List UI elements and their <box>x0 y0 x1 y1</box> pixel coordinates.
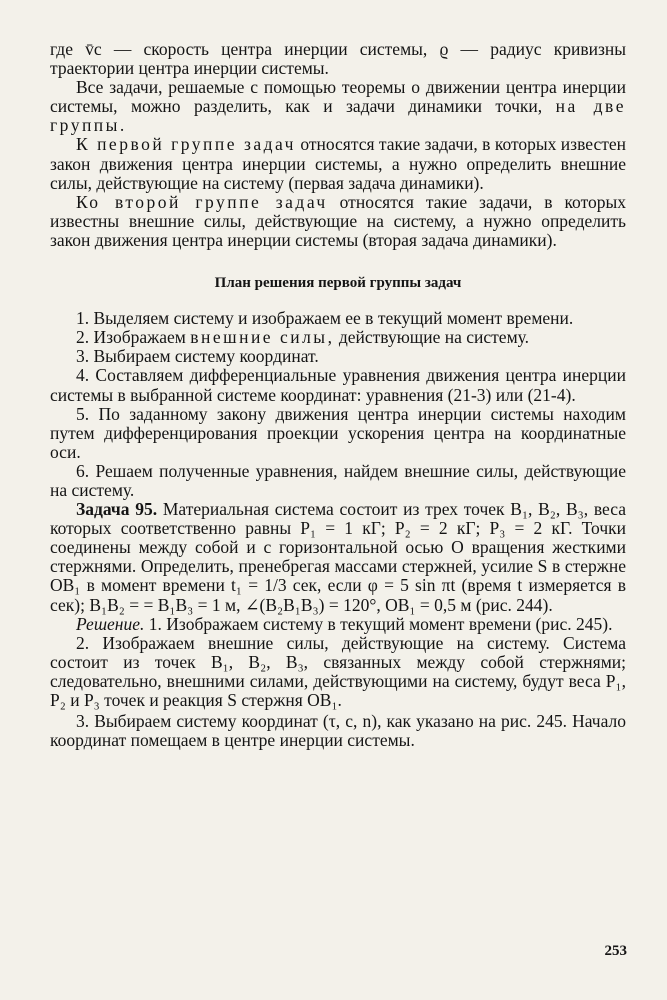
paragraph-second-group <box>50 193 626 250</box>
problem-text: Материальная система состоит из трех точек B₁, B₂, B₃, веса которых соответственно равны P₁ = 1 кГ; P₂ = 2 кГ; P₃ = 2 кГ. Точки соединены между собой и с горизонтальной осью O вращения жесткими стержнями. Определить, пренебрегая массами стержней, усилие S в стержне OB₁ в момент времени t₁ = 1/3 сек, если φ = 5 sin πt (время t измеряется в сек); B₁B₂ = = B₁B₃ = 1 м, ∠(B₂B₁B₃) = 120°, OB₁ = 0,5 м (рис. 244). <box>50 499 626 615</box>
plan-step-4: 4. Составляем дифференциальные уравнения движения центра инерции системы в выбранной системе координат: уравнения (21-3) или (21-4). <box>50 365 626 405</box>
section-heading: План решения первой группы задач <box>214 275 462 292</box>
solution-step-1 <box>50 615 626 634</box>
step-text: 2. Изображаем <box>76 327 191 348</box>
problem-statement <box>50 500 626 615</box>
paragraph-groups <box>50 78 626 135</box>
plan-step-2 <box>50 328 626 347</box>
solution-step-2: 2. Изображаем внешние силы, действующие на систему. Система состоит из точек B₁, B₂, B₃, связанных между собой стержнями; следовательно, внешними силами, действующими на систему, будут веса P₁, P₂ и P₃ точек и реакция S стержня OB₁. <box>50 632 626 710</box>
plan-step-5: 5. По заданному закону движения центра инерции системы находим путем дифференцирования проекции ускорения центра на координатные оси. <box>50 403 626 462</box>
intro-line <box>50 40 626 78</box>
plan-step-1: 1. Выделяем систему и изображаем ее в текущий момент времени. <box>76 308 574 329</box>
paragraph-text: относятся такие задачи, в которых известны внешние силы, действующие на систему, а нужно определить закон движения центра инерции системы (вторая задача динамики). <box>50 191 626 250</box>
step-text: действующие на систему. <box>334 327 530 348</box>
paragraph-first-group <box>50 135 626 192</box>
solution-step-3: 3. Выбираем систему координат (τ, c, n), как указано на рис. 245. Начало координат помещаем в центре инерции системы. <box>50 711 626 751</box>
problem-title: Задача 95. <box>76 499 158 520</box>
emphasized-text: К первой группе задач <box>76 134 296 155</box>
emphasized-text: внешние силы, <box>190 327 335 348</box>
emphasized-text: на две группы. <box>50 96 626 136</box>
paragraph-text: Все задачи, решаемые с помощью теоремы о движении центра инерции системы, можно разделить, как и задачи динамики точки, <box>50 77 626 117</box>
page-content <box>50 40 626 750</box>
page-number: 253 <box>604 943 627 959</box>
solution-text: 1. Изображаем систему в текущий момент времени (рис. 245). <box>144 613 613 634</box>
paragraph-text: где v̄c — скорость центра инерции системы, ϱ — радиус кривизны траектории центра инерции системы. <box>50 39 626 79</box>
solution-label: Решение. <box>76 613 145 634</box>
plan-step-3: 3. Выбираем систему координат. <box>76 346 319 367</box>
paragraph-text: относятся такие задачи, в которых известен закон движения центра инерции системы, а нужно определить внешние силы, действующие на систему (первая задача динамики). <box>50 134 626 193</box>
plan-step-6: 6. Решаем полученные уравнения, найдем внешние силы, действующие на систему. <box>50 460 626 500</box>
emphasized-text: Ко второй группе задач <box>76 191 328 212</box>
